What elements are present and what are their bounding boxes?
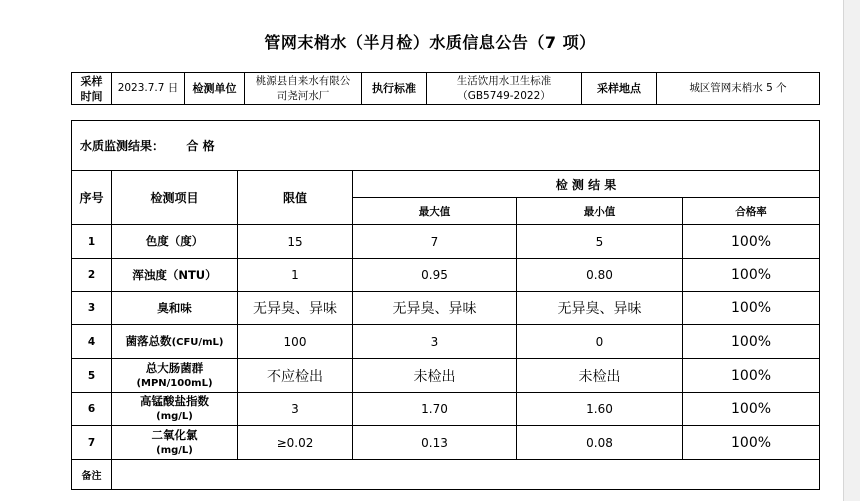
location-label: 采样地点 [582, 73, 657, 105]
row-no: 4 [72, 325, 112, 359]
result-value: 合 格 [186, 139, 215, 153]
header-no: 序号 [72, 171, 112, 225]
row-rate: 100% [683, 325, 820, 359]
row-item: 浑浊度（NTU） [112, 259, 238, 292]
row-max: 1.70 [353, 393, 517, 426]
monitoring-result [72, 121, 820, 171]
row-no: 3 [72, 292, 112, 325]
header-item: 检测项目 [112, 171, 238, 225]
row-min: 1.60 [517, 393, 683, 426]
location-value: 城区管网末梢水 5 个 [657, 73, 820, 105]
row-rate: 100% [683, 393, 820, 426]
remark-row [72, 460, 820, 490]
row-max: 7 [353, 225, 517, 259]
remark-value [112, 460, 820, 490]
row-limit: 无异臭、异味 [238, 292, 353, 325]
header-rate: 合格率 [683, 198, 820, 225]
header-limit: 限值 [238, 171, 353, 225]
row-min: 0 [517, 325, 683, 359]
unit-label: 检测单位 [185, 73, 245, 105]
table-row [72, 325, 820, 359]
row-min: 未检出 [517, 359, 683, 393]
sample-time-label: 采样 时间 [72, 73, 112, 105]
row-min: 5 [517, 225, 683, 259]
row-rate: 100% [683, 426, 820, 460]
table-row [72, 225, 820, 259]
row-min: 0.08 [517, 426, 683, 460]
results-table [71, 120, 820, 490]
row-limit: 15 [238, 225, 353, 259]
row-rate: 100% [683, 292, 820, 325]
row-rate: 100% [683, 259, 820, 292]
row-limit: 3 [238, 393, 353, 426]
row-max: 0.13 [353, 426, 517, 460]
header-max: 最大值 [353, 198, 517, 225]
standard-value: 生活饮用水卫生标准 （GB5749-2022） [427, 73, 582, 105]
row-max: 未检出 [353, 359, 517, 393]
row-no: 1 [72, 225, 112, 259]
row-item: 臭和味 [112, 292, 238, 325]
result-label: 水质监测结果： [80, 139, 165, 153]
row-no: 7 [72, 426, 112, 460]
info-table [71, 72, 820, 105]
row-limit: 1 [238, 259, 353, 292]
table-row [72, 359, 820, 393]
sample-time-value: 2023.7.7 日 [112, 73, 185, 105]
row-item: 菌落总数(CFU/mL) [112, 325, 238, 359]
row-no: 2 [72, 259, 112, 292]
row-no: 6 [72, 393, 112, 426]
page-title: 管网末梢水（半月检）水质信息公告（7 项） [264, 33, 596, 52]
row-item: 高锰酸盐指数 (mg/L) [112, 393, 238, 426]
table-row [72, 393, 820, 426]
table-row [72, 426, 820, 460]
row-limit: 100 [238, 325, 353, 359]
row-max: 3 [353, 325, 517, 359]
row-no: 5 [72, 359, 112, 393]
row-min: 0.80 [517, 259, 683, 292]
row-limit: 不应检出 [238, 359, 353, 393]
row-limit: ≥0.02 [238, 426, 353, 460]
row-item: 色度（度） [112, 225, 238, 259]
row-min: 无异臭、异味 [517, 292, 683, 325]
row-item: 二氧化氯 (mg/L) [112, 426, 238, 460]
remark-label: 备注 [72, 460, 112, 490]
row-max: 0.95 [353, 259, 517, 292]
header-min: 最小值 [517, 198, 683, 225]
table-row [72, 292, 820, 325]
row-rate: 100% [683, 225, 820, 259]
row-rate: 100% [683, 359, 820, 393]
row-max: 无异臭、异味 [353, 292, 517, 325]
standard-label: 执行标准 [362, 73, 427, 105]
table-row [72, 259, 820, 292]
right-scrollbar-track[interactable] [843, 0, 860, 501]
unit-value: 桃源县自来水有限公 司尧河水厂 [245, 73, 362, 105]
row-item: 总大肠菌群 (MPN/100mL) [112, 359, 238, 393]
header-results: 检 测 结 果 [353, 171, 820, 198]
